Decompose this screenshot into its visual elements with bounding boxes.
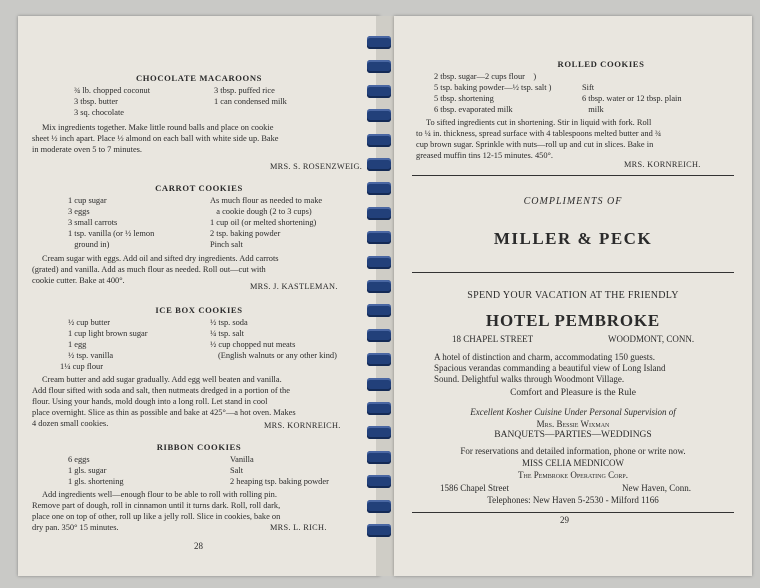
- binding-coil: [367, 231, 391, 244]
- ad-town: WOODMONT, CONN.: [608, 334, 695, 344]
- ingredient: 5 tbsp. shortening: [434, 94, 494, 103]
- binding-coil: [367, 85, 391, 98]
- ingredient: Sift: [582, 83, 595, 92]
- method-line: To sifted ingredients cut in shortening. Stir in liquid with fork. Roll: [426, 118, 652, 127]
- method-line: greased muffin tins 12-15 minutes. 450°.: [416, 151, 553, 160]
- binding-coil: [367, 378, 391, 391]
- ingredient: ¼ tsp. salt: [210, 329, 244, 338]
- ingredient: 1 can condensed milk: [214, 97, 287, 106]
- method-line: flour. Using your hands, mold dough into a long roll. Let stand in cool: [32, 397, 268, 406]
- method-line: sheet ½ inch apart. Place ½ almond on each ball with white side up. Bake: [32, 134, 279, 143]
- ingredient: (English walnuts or any other kind): [218, 351, 337, 360]
- binding-coil: [367, 329, 391, 342]
- binding-coil: [367, 36, 391, 49]
- page-number: 29: [560, 515, 569, 525]
- binding-coil: [367, 426, 391, 439]
- ad-comfort-line: Comfort and Pleasure is the Rule: [510, 388, 636, 398]
- divider: [412, 512, 734, 513]
- binding-coil: [367, 256, 391, 269]
- method-line: place one on top of other, roll up like a jelly roll. Slice in cookies, bake on: [32, 512, 281, 521]
- ingredient: ½ tsp. soda: [210, 318, 248, 327]
- recipe-signature: MRS. KORNREICH.: [624, 160, 701, 169]
- ingredient: 2 heaping tsp. baking powder: [230, 477, 329, 486]
- binding-coil: [367, 402, 391, 415]
- ingredient: 6 eggs: [68, 455, 90, 464]
- recipe-title-ice-box-cookies: ICE BOX COOKIES: [155, 305, 243, 315]
- ingredient: 1 cup oil (or melted shortening): [210, 218, 317, 227]
- ad-contact-name: MISS CELIA MEDNICOW: [521, 458, 624, 468]
- ad-hotel-name: HOTEL PEMBROKE: [485, 311, 661, 330]
- ingredient: 3 small carrots: [68, 218, 118, 227]
- binding-coil: [367, 500, 391, 513]
- divider: [412, 175, 734, 176]
- recipe-title-chocolate-macaroons: CHOCOLATE MACAROONS: [135, 73, 263, 83]
- ingredient: 5 tsp. baking powder—½ tsp. salt ): [434, 83, 552, 92]
- ingredient: 6 tbsp. evaporated milk: [434, 105, 513, 114]
- method-line: Remove part of dough, roll in cinnamon until it turns dark. Roll, roll dark,: [32, 501, 281, 510]
- binding-coil: [367, 182, 391, 195]
- method-line: place overnight. Slice as thin as possible and bake at 425°—a hot oven. Makes: [32, 408, 296, 417]
- ingredient: Salt: [230, 466, 244, 475]
- method-line: dry pan. 350° 15 minutes.: [32, 523, 119, 532]
- binding-coil: [367, 475, 391, 488]
- method-line: Cream butter and add sugar gradually. Add egg well beaten and vanilla.: [42, 375, 282, 384]
- recipe-signature: MRS. J. KASTLEMAN.: [250, 282, 338, 291]
- ingredient: 1 gls. sugar: [68, 466, 107, 475]
- binding-coil: [367, 109, 391, 122]
- recipe-title-carrot-cookies: CARROT COOKIES: [155, 183, 243, 193]
- ad-street: 18 CHAPEL STREET: [452, 334, 534, 344]
- ad-banquets-line: BANQUETS—PARTIES—WEDDINGS: [494, 430, 652, 440]
- recipe-signature: MRS. KORNREICH.: [264, 421, 341, 430]
- ingredient: 6 tbsp. water or 12 tbsp. plain: [582, 94, 682, 103]
- ingredient: milk: [582, 105, 604, 114]
- binding-coil: [367, 280, 391, 293]
- ad-vacation-line: SPEND YOUR VACATION AT THE FRIENDLY: [467, 290, 679, 301]
- ingredient: ½ tsp. vanilla: [68, 351, 114, 360]
- ad-description-line: Spacious verandas commanding a beautiful view of Long Island: [434, 363, 666, 373]
- ad-address-street: 1586 Chapel Street: [440, 483, 509, 493]
- recipe-title-ribbon-cookies: RIBBON COOKIES: [156, 442, 242, 452]
- ingredient: 3 eggs: [68, 207, 90, 216]
- ingredient: 1¼ cup flour: [60, 362, 104, 371]
- ad-description-line: Sound. Delightful walks through Woodmont Village.: [434, 374, 625, 384]
- ingredient: 1 gls. shortening: [68, 477, 124, 486]
- ad-description-line: A hotel of distinction and charm, accommodating 150 guests.: [434, 352, 655, 362]
- ingredient: 3 tbsp. butter: [74, 97, 118, 106]
- ingredient: 1 cup sugar: [68, 196, 107, 205]
- ad-address-city: New Haven, Conn.: [622, 483, 691, 493]
- ad-company-name: MILLER & PECK: [493, 229, 653, 248]
- ad-kosher-line: Excellent Kosher Cuisine Under Personal Supervision of: [470, 407, 676, 417]
- ingredient: Vanilla: [230, 455, 254, 464]
- ad-supervisor-name: Mrs. Bessie Wixman: [536, 419, 610, 429]
- method-line: 4 dozen small cookies.: [32, 419, 109, 428]
- ingredient: Pinch salt: [210, 240, 243, 249]
- ingredient: As much flour as needed to make: [210, 196, 323, 205]
- binding-coil: [367, 60, 391, 73]
- recipe-signature: MRS. L. RICH.: [270, 523, 327, 532]
- binding-coil: [367, 451, 391, 464]
- method-line: to ¼ in. thickness, spread surface with 4 tablespoons melted butter and ¾: [416, 129, 662, 138]
- ingredient: 3 sq. chocolate: [74, 108, 125, 117]
- method-line: in moderate oven 5 to 7 minutes.: [32, 145, 143, 154]
- ingredient: 3 tbsp. puffed rice: [214, 86, 275, 95]
- ingredient: a cookie dough (2 to 3 cups): [210, 207, 312, 216]
- binding-coil: [367, 158, 391, 171]
- ingredient: 1 tsp. vanilla (or ½ lemon: [68, 229, 155, 238]
- binding-coil: [367, 207, 391, 220]
- ingredient: ½ cup butter: [68, 318, 111, 327]
- ingredient: ground in): [68, 240, 110, 249]
- ingredient: 2 tsp. baking powder: [210, 229, 281, 238]
- recipe-signature: MRS. S. ROSENZWEIG.: [270, 162, 363, 171]
- method-line: cookie cutter. Bake at 400°.: [32, 276, 125, 285]
- ingredient: 1 cup light brown sugar: [68, 329, 148, 338]
- ingredient: ½ cup chopped nut meats: [210, 340, 296, 349]
- method-line: Add ingredients well—enough flour to be able to roll with rolling pin.: [42, 490, 277, 499]
- binding-coil: [367, 304, 391, 317]
- ad-telephones: Telephones: New Haven 5-2530 - Milford 1166: [487, 495, 659, 505]
- method-line: Cream sugar with eggs. Add oil and sifted dry ingredients. Add carrots: [42, 254, 279, 263]
- ad-reservations-line: For reservations and detailed information, phone or write now.: [460, 446, 686, 456]
- ingredient: ¾ lb. chopped coconut: [74, 86, 151, 95]
- ingredient: 1 egg: [68, 340, 87, 349]
- ad-corporation: The Pembroke Operating Corp.: [517, 470, 628, 480]
- method-line: (grated) and vanilla. Add as much flour as needed. Roll out—cut with: [32, 265, 266, 274]
- ingredient: 2 tbsp. sugar—2 cups flour ): [434, 72, 537, 81]
- page-number: 28: [194, 541, 203, 551]
- ad-compliments-text: COMPLIMENTS OF: [523, 196, 623, 207]
- right-page: [394, 16, 752, 576]
- binding-coil: [367, 134, 391, 147]
- method-line: Mix ingredients together. Make little round balls and place on cookie: [42, 123, 274, 132]
- method-line: Add flour sifted with soda and salt, then nutmeats dredged in a portion of the: [32, 386, 290, 395]
- left-page: [18, 16, 380, 576]
- binding-coil: [367, 524, 391, 537]
- recipe-title-rolled-cookies: ROLLED COOKIES: [557, 59, 645, 69]
- binding-coil: [367, 353, 391, 366]
- divider: [412, 272, 734, 273]
- method-line: cup brown sugar. Sprinkle with nuts—roll up and cut in slices. Bake in: [416, 140, 654, 149]
